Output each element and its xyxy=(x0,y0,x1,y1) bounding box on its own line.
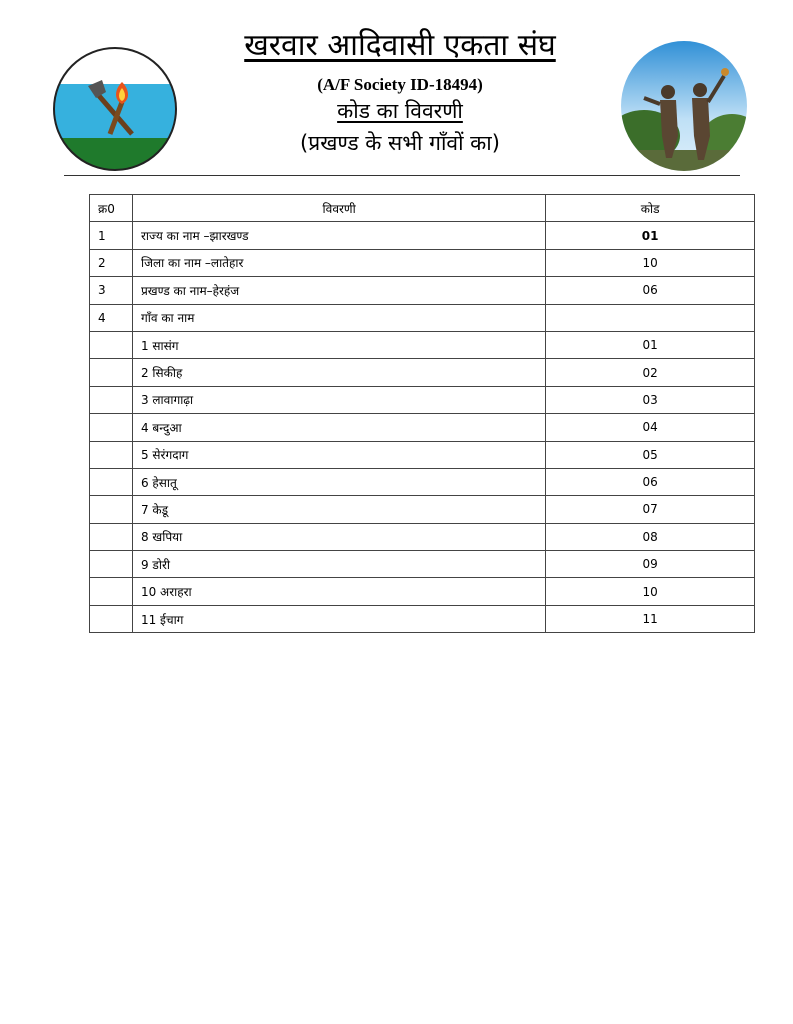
cell-serial xyxy=(90,496,133,523)
cell-code: 10 xyxy=(546,249,755,276)
cell-serial xyxy=(90,605,133,632)
cell-code: 07 xyxy=(546,496,755,523)
cell-description: 8 खपिया xyxy=(132,523,545,550)
cell-code: 06 xyxy=(546,468,755,495)
cell-description: 11 ईचाग xyxy=(132,605,545,632)
society-id: (A/F Society ID-18494) xyxy=(317,75,483,94)
table-row xyxy=(90,222,755,249)
cell-description: 10 अराहरा xyxy=(132,578,545,605)
table-row xyxy=(90,277,755,304)
cell-description: 5 सेरंगदाग xyxy=(132,441,545,468)
cell-serial xyxy=(90,551,133,578)
cell-serial xyxy=(90,441,133,468)
table-row xyxy=(90,414,755,441)
cell-description: 1 सासंग xyxy=(132,331,545,358)
cell-code: 06 xyxy=(546,277,755,304)
cell-serial: 1 xyxy=(90,222,133,249)
table-row xyxy=(90,551,755,578)
table-row xyxy=(90,496,755,523)
cell-code: 09 xyxy=(546,551,755,578)
cell-code: 04 xyxy=(546,414,755,441)
table-row xyxy=(90,468,755,495)
cell-code xyxy=(546,304,755,331)
cell-description: 4 बन्दुआ xyxy=(132,414,545,441)
organization-title: खरवार आदिवासी एकता संघ xyxy=(244,28,556,63)
header-serial: क्र0 xyxy=(90,195,133,222)
header-description: विवरणी xyxy=(132,195,545,222)
cell-serial: 4 xyxy=(90,304,133,331)
header-code: कोड xyxy=(546,195,755,222)
document-subtitle: कोड का विवरणी xyxy=(337,99,463,123)
cell-code: 01 xyxy=(546,222,755,249)
cell-serial xyxy=(90,359,133,386)
cell-description: प्रखण्ड का नाम–हेरहंज xyxy=(132,277,545,304)
cell-code: 11 xyxy=(546,605,755,632)
document-header xyxy=(0,0,793,180)
table-row xyxy=(90,386,755,413)
table-row xyxy=(90,359,755,386)
cell-serial xyxy=(90,523,133,550)
cell-description: 9 डोरी xyxy=(132,551,545,578)
cell-code: 10 xyxy=(546,578,755,605)
code-table xyxy=(89,194,755,633)
cell-description: 6 हेसातू xyxy=(132,468,545,495)
cell-code: 05 xyxy=(546,441,755,468)
cell-serial xyxy=(90,414,133,441)
cell-description: 7 केडू xyxy=(132,496,545,523)
table-row xyxy=(90,523,755,550)
cell-description: 2 सिकीह xyxy=(132,359,545,386)
table-row xyxy=(90,304,755,331)
cell-description: राज्य का नाम –झारखण्ड xyxy=(132,222,545,249)
table-row xyxy=(90,441,755,468)
table-row xyxy=(90,578,755,605)
cell-serial xyxy=(90,386,133,413)
cell-code: 03 xyxy=(546,386,755,413)
cell-serial: 3 xyxy=(90,277,133,304)
table-row xyxy=(90,331,755,358)
cell-code: 02 xyxy=(546,359,755,386)
table-header-row xyxy=(90,195,755,222)
cell-description: गाँव का नाम xyxy=(132,304,545,331)
warrior-statues-icon xyxy=(620,40,748,172)
cell-serial: 2 xyxy=(90,249,133,276)
table-row xyxy=(90,249,755,276)
cell-description: 3 लावागाढ़ा xyxy=(132,386,545,413)
cell-code: 01 xyxy=(546,331,755,358)
document-subnote: (प्रखण्ड के सभी गाँवों का) xyxy=(300,131,500,155)
cell-serial xyxy=(90,578,133,605)
cell-serial xyxy=(90,331,133,358)
cell-serial xyxy=(90,468,133,495)
table-row xyxy=(90,605,755,632)
flag-emblem-icon xyxy=(52,46,178,172)
cell-description: जिला का नाम –लातेहार xyxy=(132,249,545,276)
header-divider xyxy=(64,175,740,176)
cell-code: 08 xyxy=(546,523,755,550)
